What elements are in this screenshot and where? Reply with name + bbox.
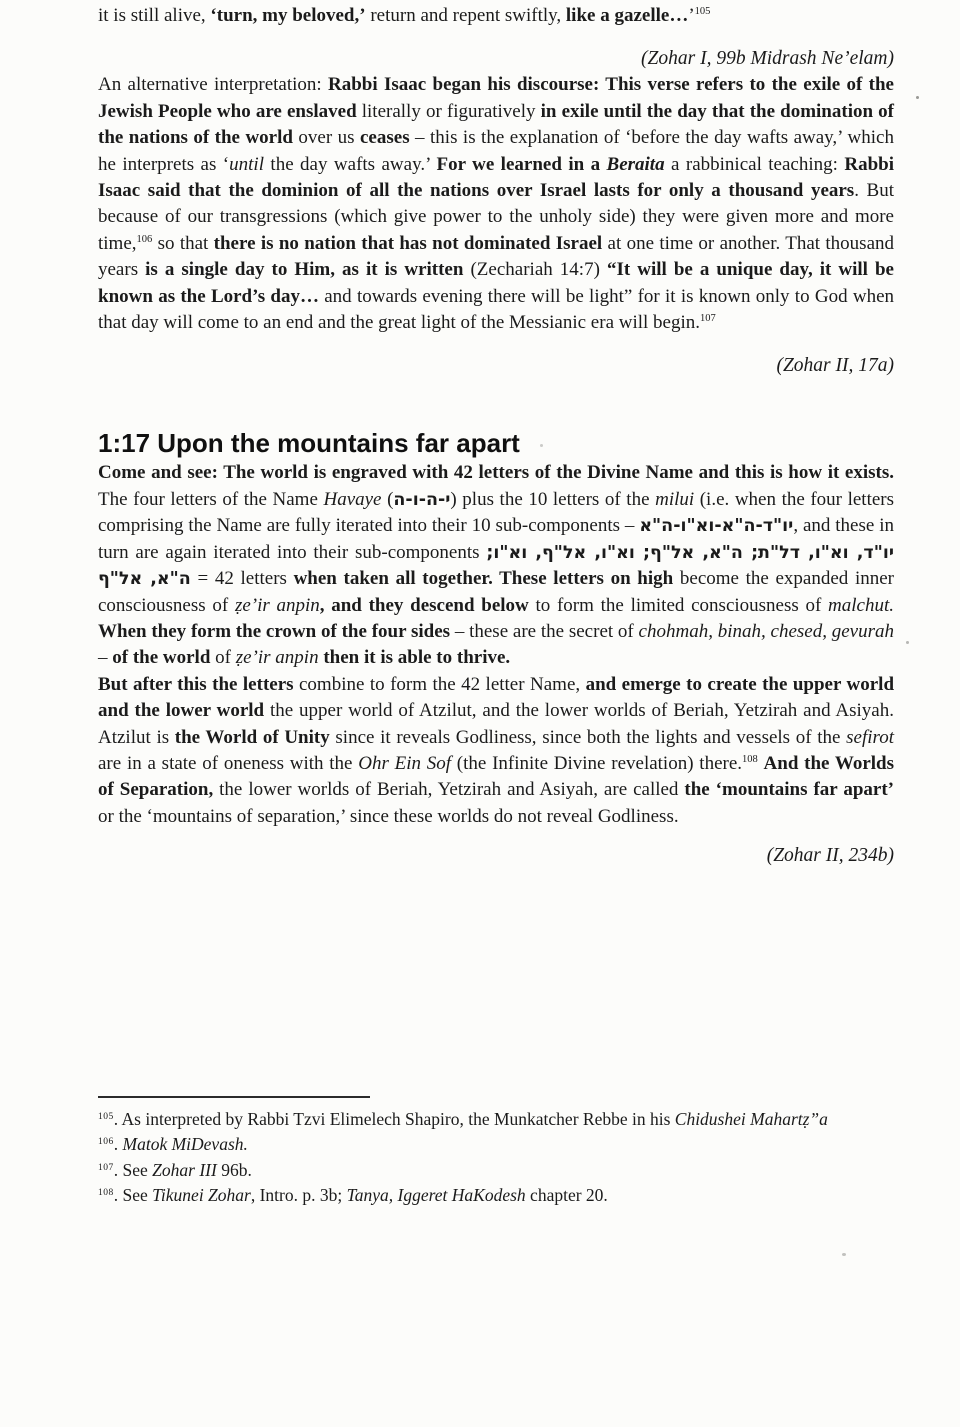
text-segment: ’ [688,5,695,26]
text-segment: ceases [360,127,416,149]
footnote-number-108: 108 [98,1188,114,1199]
footnote-number-105: 105 [98,1112,114,1122]
text-segment: ( [381,488,394,510]
text-segment: become the expanded inner consciousness of [98,568,894,616]
scan-speck [906,641,909,644]
footnotes-section [98,1096,894,1209]
text-segment: (i.e. when the four letters comprising the Name are fully iterated into their 10 sub-components – [98,488,895,537]
text-segment: milui [655,488,695,510]
text-segment: in exile until the day that the domination of the nations of the world [98,100,894,149]
citation-zohar-2-17a: (Zohar II, 17a) [776,355,894,377]
text-segment: sefirot [846,726,894,748]
text-segment: Rabbi Isaac said that the dominion of all the nations over Israel lasts for only a thousand years [98,153,894,202]
text-segment: of [215,647,236,669]
footnote-106 [98,1132,894,1157]
text-segment: then it is able to thrive. [318,647,511,669]
scan-speck [916,96,919,99]
footnote-107 [98,1158,894,1183]
text-segment: Matok MiDevash. [122,1134,248,1155]
text-segment: Havaye [323,488,382,510]
text-segment: Zohar III [152,1159,217,1180]
text-segment: Ohr Ein Sof [358,752,452,774]
text-segment: . [113,1134,123,1155]
text-segment: over us [298,127,360,149]
footnote-separator-rule [98,1096,370,1098]
text-segment: return and repent swiftly, [365,5,566,26]
hebrew-text: יו"ד-ה"א-וא"ו-ה"א [639,516,794,537]
text-segment: An alternative interpretation: [98,74,328,96]
text-segment: But after this the letters [98,673,299,695]
text-segment: chapter 20. [525,1185,608,1206]
footnote-ref: 108 [742,753,758,765]
text-segment: Tikunei Zohar [152,1185,251,1206]
footnote-text-105 [114,1109,828,1129]
footnote-ref: 106 [136,233,153,245]
text-segment: like a gazelle… [565,5,689,26]
text-segment: a rabbinical teaching: [664,153,845,175]
text-segment: until [229,153,264,175]
citation-zohar-2-234b: (Zohar II, 234b) [766,845,894,867]
footnote-text-107 [114,1160,252,1180]
text-segment: And the Worlds of Separation, [98,752,895,801]
text-segment: = 42 letters [190,568,294,590]
text-segment: Chidushei Mahartẓ”a [674,1109,828,1129]
text-segment: the lower worlds of Beriah, Yetzirah and Asiyah, are called [219,779,685,801]
continuation-paragraph [98,3,894,29]
text-segment: are in a state of oneness with the [98,752,359,774]
footnote-number-106: 106 [98,1137,114,1148]
text-segment: Beraita [606,153,665,175]
hebrew-text: י-ה-ו-ה [393,489,451,510]
text-segment: the upper world of Atzilut, and the lower worlds of Beriah, Yetzirah and Asiyah. Atzilut is [98,700,894,748]
text-segment: , and these in turn are again iterated into their sub-components [98,515,894,563]
citation-zohar-1-99b: (Zohar I, 99b Midrash Ne’elam) [641,48,894,70]
text-segment: and towards evening there will be light” for it is known only to God when that day will come to an end and the great light of the Messianic era will begin. [98,285,894,334]
footnote-text-108 [114,1185,608,1205]
text-segment: , Intro. p. 3b; [250,1185,347,1206]
text-segment: 96b. [216,1159,252,1180]
text-segment: and emerge to create the upper world and the lower world [98,673,895,722]
text-column [98,3,894,869]
footnote-number-107: 107 [98,1162,114,1173]
text-segment: – these are the secret of [454,620,639,642]
text-segment: the World of Unity [174,726,336,748]
text-segment: literally or figuratively [361,100,541,122]
hebrew-text: יו"ד, וא"ו, דל"ת; ה"א, אל"ף; וא"ו, אל"ף, וא"ו; ה"א, אל"ף [98,542,895,590]
text-segment: ẓe’ir anpin [234,594,320,616]
footnote-105 [98,1107,894,1132]
body-paragraph-3 [98,672,894,830]
text-segment: – [98,647,113,669]
text-segment: chohmah, binah, chesed, gevurah [638,620,895,642]
text-segment: . As interpreted by Rabbi Tzvi Elimelech Shapiro, the Munkatcher Rebbe in his [113,1109,675,1129]
text-segment: . See [113,1185,153,1206]
scan-speck [540,444,543,447]
text-segment: . See [113,1159,153,1180]
text-segment: when taken all together. These letters on high [293,568,680,590]
text-segment: malchut. [828,594,895,616]
text-segment: . But because of our transgressions (which give power to the unholy side) they were given more and more time, [98,180,894,254]
text-segment: of the world [112,647,216,669]
scan-speck [842,1253,846,1256]
text-segment: to form the limited consciousness of [535,594,829,616]
text-segment: so that [152,232,214,254]
text-segment: Tanya, Iggeret HaKodesh [346,1185,526,1206]
text-segment: combine to form the 42 letter Name, [298,673,586,695]
text-segment: or the ‘mountains of separation,’ since these worlds do not reveal Godliness. [98,805,679,827]
text-segment: the day wafts away.’ [263,153,437,175]
text-segment: – this is the explanation of ‘before the day wafts away,’ which he interprets as ‘ [98,127,894,175]
body-paragraph-2 [98,460,894,671]
footnote-ref: 105 [694,6,711,17]
text-segment: When they form the crown of the four sides [98,620,455,642]
body-paragraph-1 [98,72,894,336]
text-segment: at one time or another. That thousand years [98,232,895,281]
text-segment: ‘turn, my beloved,’ [210,5,366,26]
text-segment: ) plus the 10 letters of the [450,488,656,510]
footnote-ref: 107 [700,313,716,325]
text-segment: Come and see: The world is engraved with 42 letters of the Divine Name and this is how it exists. [98,462,894,484]
section-heading-1-17: 1:17 Upon the mountains far apart [98,428,520,459]
text-segment: since it reveals Godliness, since both the lights and vessels of the [335,726,847,748]
text-segment: ẓe’ir anpin [235,647,319,669]
footnote-108 [98,1183,894,1208]
text-segment: “It will be a unique day, it will be known as the Lord’s day… [98,259,894,307]
text-segment: there is no nation that has not dominated Israel [213,232,608,254]
text-segment: For we learned in a [436,153,607,175]
text-segment: (Zechariah 14:7) [470,259,607,281]
text-segment: the ‘mountains far apart’ [684,779,894,801]
text-segment: The four letters of the Name [98,488,324,510]
text-segment: Rabbi Isaac began his discourse: This verse refers to the exile of the Jewish People who are enslaved [98,74,894,122]
footnote-text-106 [114,1134,248,1154]
text-segment: is a single day to Him, as it is written [145,259,471,281]
text-segment: it is still alive, [98,5,211,26]
text-segment: , and they descend below [319,594,536,616]
text-segment: (the Infinite Divine revelation) there. [451,752,743,774]
